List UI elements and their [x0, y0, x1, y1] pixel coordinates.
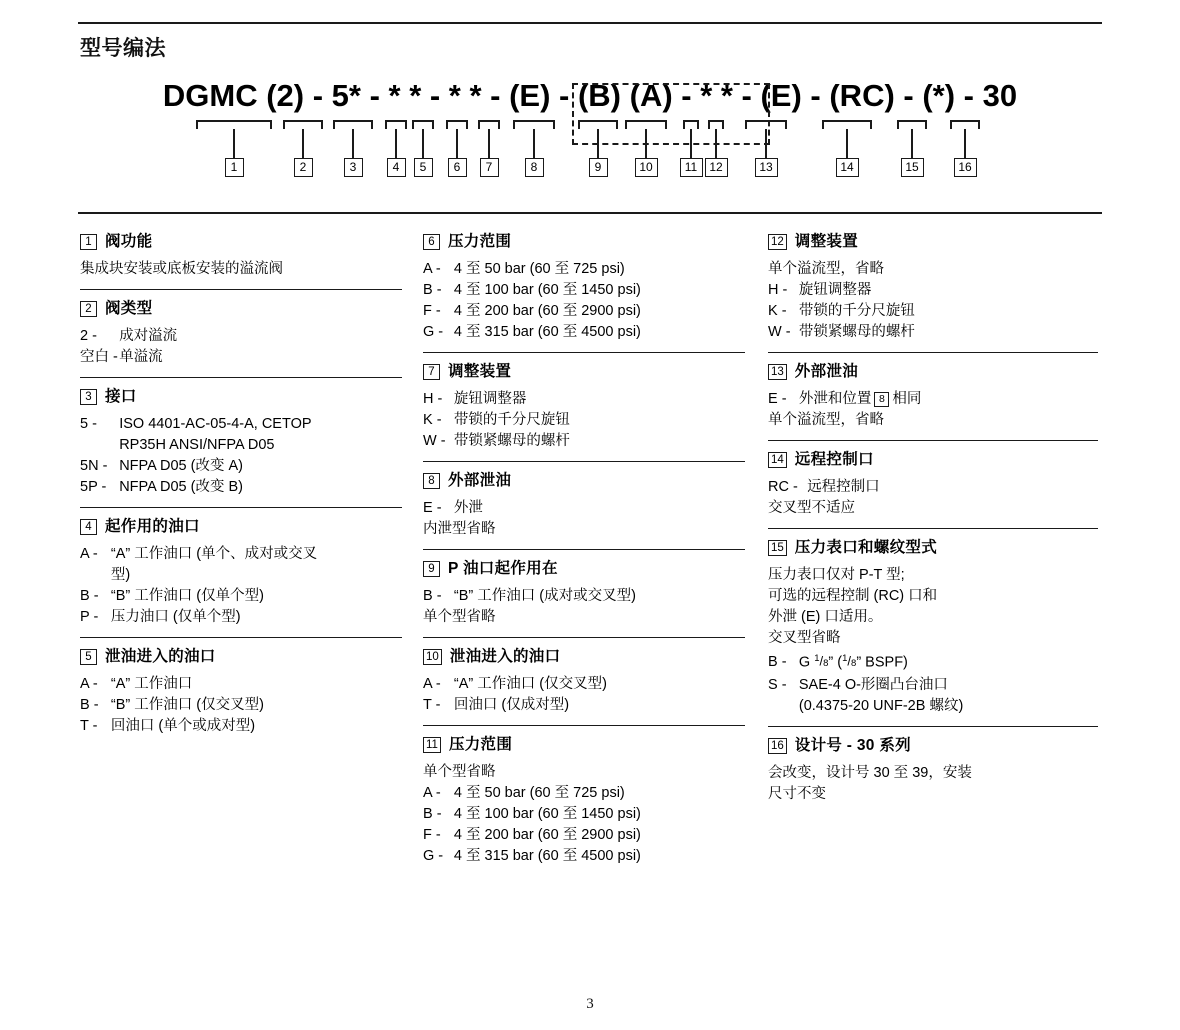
legend-option-value: 带锁紧螺母的螺杆 — [798, 324, 915, 340]
legend-continuation-line: RP35H ANSI/NFPA D05 — [119, 437, 275, 453]
legend-block-title-12: 调整装置 — [794, 233, 858, 250]
legend-block-title-8: 外部泄油 — [448, 472, 512, 489]
legend-option-key: B - — [423, 806, 442, 822]
legend-option-key: A - — [423, 785, 441, 801]
callout-number-5: 5 — [414, 158, 433, 177]
legend-block-body-15 — [768, 565, 1098, 717]
legend-option-key: E - — [423, 500, 442, 516]
legend-continuation-line: (0.4375-20 UNF-2B 螺纹) — [798, 698, 964, 715]
legend-block-body-14 — [768, 477, 1098, 519]
legend-option-key: B - — [80, 697, 99, 713]
legend-option-value: “B” 工作油口 (仅交叉型) — [110, 697, 264, 713]
legend-option-value: 旋钮调整器 — [798, 282, 872, 298]
legend-block-title-2: 阀类型 — [105, 300, 153, 317]
legend-block-13 — [768, 352, 1098, 431]
callout-bracket-9 — [578, 120, 618, 129]
legend-option-row — [80, 716, 402, 737]
legend-column-2 — [423, 232, 745, 867]
legend-block-number-1: 1 — [80, 234, 97, 250]
legend-block-4 — [80, 507, 402, 628]
legend-option-key: G - — [423, 324, 444, 340]
legend-option-value: 4 至 100 bar (60 至 1450 psi) — [453, 282, 641, 298]
legend-option-key: T - — [423, 697, 441, 713]
legend-option-value: 成对溢流 — [119, 328, 178, 344]
legend-option-key: B - — [768, 654, 787, 671]
legend-option-key: B - — [423, 588, 442, 604]
callout-bracket-4 — [385, 120, 407, 129]
callout-leader-10 — [645, 129, 647, 158]
legend-block-body-1 — [80, 259, 402, 280]
legend-option-row — [423, 322, 745, 343]
callout-leader-16 — [964, 129, 966, 158]
legend-block-header-7 — [423, 362, 745, 382]
legend-block-title-13: 外部泄油 — [794, 363, 858, 380]
legend-option-row — [80, 414, 402, 435]
legend-block-header-11 — [423, 735, 745, 755]
legend-block-header-6 — [423, 232, 745, 252]
callout-bracket-11 — [683, 120, 699, 129]
legend-option-value: 4 至 315 bar (60 至 4500 psi) — [453, 848, 641, 864]
legend-block-body-12 — [768, 259, 1098, 343]
legend-option-key: K - — [423, 412, 442, 428]
legend-option-key: B - — [80, 588, 99, 604]
legend-block-number-4: 4 — [80, 519, 97, 535]
page-top-rule — [78, 22, 1102, 24]
legend-option-key: A - — [80, 676, 98, 692]
legend-block-8 — [423, 461, 745, 540]
legend-option-row — [423, 783, 745, 804]
legend-block-6 — [423, 232, 745, 343]
legend-block-header-12 — [768, 232, 1098, 252]
legend-block-title-15: 压力表口和螺纹型式 — [794, 539, 937, 556]
legend-text-line: 外泄 (E) 口适用。 — [768, 609, 883, 625]
legend-text-line: 单个溢流型，省略 — [768, 412, 884, 428]
legend-block-2 — [80, 289, 402, 368]
legend-option-value: 压力油口 (仅单个型) — [110, 609, 241, 625]
legend-block-title-5: 泄油进入的油口 — [105, 648, 216, 665]
legend-option-row — [423, 280, 745, 301]
legend-option-key: G - — [423, 848, 444, 864]
section-divider-rule — [78, 212, 1102, 214]
legend-option-key: H - — [423, 391, 443, 407]
model-code-string: DGMC (2) - 5* - * * - * * - (E) - (B) (A) - * * - (E) - (RC) - (*) - 30 — [162, 78, 1018, 113]
legend-block-16 — [768, 726, 1098, 805]
legend-block-body-8 — [423, 498, 745, 540]
legend-block-body-4 — [80, 544, 402, 628]
callout-number-1: 1 — [225, 158, 244, 177]
legend-block-number-2: 2 — [80, 301, 97, 317]
callout-number-16: 16 — [954, 158, 977, 177]
legend-block-header-2 — [80, 299, 402, 319]
callout-number-9: 9 — [589, 158, 608, 177]
legend-option-row — [423, 846, 745, 867]
legend-option-row — [80, 586, 402, 607]
legend-block-title-7: 调整装置 — [448, 363, 512, 380]
legend-option-key: F - — [423, 827, 441, 843]
legend-option-row — [80, 456, 402, 477]
callout-bracket-13 — [745, 120, 787, 129]
model-code-dashed-group — [572, 83, 770, 145]
legend-option-key: B - — [423, 282, 442, 298]
legend-text-line: 压力表口仅对 P-T 型; — [768, 567, 905, 583]
callout-leader-2 — [302, 129, 304, 158]
legend-option-value: NFPA D05 (改变 A) — [119, 458, 243, 474]
legend-option-row — [423, 804, 745, 825]
legend-block-header-16 — [768, 736, 1098, 756]
legend-block-number-12: 12 — [768, 234, 787, 250]
legend-block-14 — [768, 440, 1098, 519]
legend-option-row — [423, 498, 745, 519]
legend-option-value: 远程控制口 — [807, 479, 880, 495]
legend-block-title-14: 远程控制口 — [794, 451, 874, 468]
legend-option-row — [423, 695, 745, 716]
legend-option-value: 外泄和位置 8 相同 — [798, 391, 922, 407]
callout-number-13: 13 — [755, 158, 778, 177]
callout-number-12: 12 — [705, 158, 728, 177]
callout-bracket-16 — [950, 120, 980, 129]
page-number: 3 — [586, 996, 594, 1012]
legend-block-body-3 — [80, 414, 402, 498]
legend-block-header-1 — [80, 232, 402, 252]
legend-option-value: “B” 工作油口 (仅单个型) — [110, 588, 264, 604]
legend-block-header-13 — [768, 362, 1098, 382]
callout-bracket-12 — [708, 120, 724, 129]
legend-block-number-13: 13 — [768, 364, 787, 380]
legend-option-key: 5 - — [80, 416, 97, 432]
legend-option-value: G $^1/_8$” ($^1/_8$” BSPF) — [798, 653, 908, 671]
callout-number-11: 11 — [680, 158, 703, 177]
legend-text-line: 单个型省略 — [423, 609, 496, 625]
legend-option-row — [768, 322, 1098, 343]
callout-bracket-8 — [513, 120, 555, 129]
callout-bracket-10 — [625, 120, 667, 129]
legend-block-12 — [768, 232, 1098, 343]
callout-number-8: 8 — [525, 158, 544, 177]
legend-block-5 — [80, 637, 402, 737]
callout-number-4: 4 — [387, 158, 406, 177]
legend-option-row — [80, 607, 402, 628]
legend-option-value: 旋钮调整器 — [453, 391, 527, 407]
legend-text-line: 交叉型不适应 — [768, 500, 855, 516]
legend-option-value: 带锁的千分尺旋钮 — [798, 303, 915, 319]
legend-column-3 — [768, 232, 1098, 805]
legend-option-row — [423, 825, 745, 846]
callout-number-15: 15 — [901, 158, 924, 177]
legend-block-title-1: 阀功能 — [105, 233, 153, 250]
legend-option-value: “B” 工作油口 (成对或交叉型) — [453, 588, 636, 604]
legend-block-title-9: P 油口起作用在 — [448, 560, 558, 577]
legend-block-title-3: 接口 — [105, 388, 137, 405]
legend-option-value: 4 至 315 bar (60 至 4500 psi) — [453, 324, 641, 340]
legend-column-1 — [80, 232, 402, 737]
legend-option-value: 回油口 (单个或成对型) — [110, 718, 256, 734]
legend-option-row — [423, 586, 745, 607]
legend-option-row — [423, 674, 745, 695]
callout-bracket-6 — [446, 120, 468, 129]
legend-block-number-5: 5 — [80, 649, 97, 665]
legend-option-key: E - — [768, 391, 787, 407]
legend-block-body-11 — [423, 762, 745, 867]
legend-option-row — [768, 477, 1098, 498]
legend-block-body-10 — [423, 674, 745, 716]
legend-option-row — [423, 259, 745, 280]
legend-block-body-9 — [423, 586, 745, 628]
legend-block-1 — [80, 232, 402, 280]
callout-bracket-15 — [897, 120, 927, 129]
legend-block-number-16: 16 — [768, 738, 787, 754]
legend-text-line: 内泄型省略 — [423, 521, 496, 537]
legend-block-body-2 — [80, 326, 402, 368]
legend-block-9 — [423, 549, 745, 628]
legend-option-key: W - — [423, 433, 446, 449]
legend-option-row — [80, 347, 402, 368]
callout-leader-9 — [597, 129, 599, 158]
legend-text-line: 单个型省略 — [423, 764, 496, 780]
legend-option-key: T - — [80, 718, 98, 734]
legend-option-row — [80, 544, 402, 565]
legend-block-number-10: 10 — [423, 649, 442, 665]
legend-block-number-11: 11 — [423, 737, 441, 753]
legend-block-number-9: 9 — [423, 561, 440, 577]
legend-option-value: 4 至 200 bar (60 至 2900 psi) — [453, 827, 641, 843]
legend-option-row — [768, 389, 1098, 410]
legend-block-number-6: 6 — [423, 234, 440, 250]
legend-option-value: “A” 工作油口 — [110, 676, 193, 692]
legend-option-row — [768, 280, 1098, 301]
callout-number-7: 7 — [480, 158, 499, 177]
legend-option-row — [423, 389, 745, 410]
legend-option-key: A - — [80, 546, 98, 562]
legend-block-header-3 — [80, 387, 402, 407]
legend-block-number-15: 15 — [768, 540, 787, 556]
legend-option-row — [80, 674, 402, 695]
legend-option-key: W - — [768, 324, 791, 340]
callout-number-6: 6 — [448, 158, 467, 177]
legend-option-key: RC - — [768, 479, 798, 495]
legend-option-value: ISO 4401-AC-05-4-A, CETOP — [119, 416, 312, 432]
legend-text-line: 会改变，设计号 30 至 39，安装 — [768, 765, 972, 782]
callout-leader-4 — [395, 129, 397, 158]
legend-option-key: K - — [768, 303, 787, 319]
legend-option-value: NFPA D05 (改变 B) — [119, 479, 243, 495]
legend-option-key: 2 - — [80, 328, 97, 344]
callout-leader-13 — [765, 129, 767, 158]
callout-leader-1 — [233, 129, 235, 158]
legend-option-value: 4 至 50 bar (60 至 725 psi) — [453, 785, 625, 801]
callout-bracket-7 — [478, 120, 500, 129]
legend-option-key: H - — [768, 282, 788, 298]
callout-leader-11 — [690, 129, 692, 158]
legend-option-row — [80, 695, 402, 716]
legend-block-header-10 — [423, 647, 745, 667]
legend-block-header-5 — [80, 647, 402, 667]
page-title: 型号编法 — [80, 37, 166, 60]
callout-leader-6 — [456, 129, 458, 158]
legend-option-value: 外泄 — [453, 500, 483, 516]
legend-option-row — [423, 410, 745, 431]
legend-option-row — [80, 326, 402, 347]
legend-block-title-6: 压力范围 — [448, 233, 512, 250]
callout-leader-3 — [352, 129, 354, 158]
legend-option-key: P - — [80, 609, 99, 625]
legend-block-number-7: 7 — [423, 364, 440, 380]
callout-bracket-1 — [196, 120, 272, 129]
legend-block-body-5 — [80, 674, 402, 737]
legend-text-line: 单个溢流型，省略 — [768, 261, 884, 277]
legend-block-header-8 — [423, 471, 745, 491]
legend-option-key: A - — [423, 676, 441, 692]
legend-inline-reference-box: 8 — [874, 392, 889, 407]
legend-option-value: “A” 工作油口 (仅交叉型) — [453, 676, 607, 692]
legend-block-7 — [423, 352, 745, 452]
callout-number-2: 2 — [294, 158, 313, 177]
callout-bracket-2 — [283, 120, 323, 129]
legend-text-line: 集成块安装或底板安装的溢流阀 — [80, 261, 283, 277]
legend-option-value: SAE-4 O-形圈凸台油口 — [798, 677, 948, 694]
legend-block-title-4: 起作用的油口 — [105, 518, 200, 535]
legend-option-row — [768, 649, 1098, 675]
callout-number-10: 10 — [635, 158, 658, 177]
legend-text-line: 可选的远程控制 (RC) 口和 — [768, 588, 938, 604]
callout-leader-5 — [422, 129, 424, 158]
legend-text-line: 尺寸不变 — [768, 786, 826, 803]
legend-option-value: 回油口 (仅成对型) — [453, 697, 570, 713]
legend-block-body-13 — [768, 389, 1098, 431]
legend-block-header-9 — [423, 559, 745, 579]
legend-block-number-14: 14 — [768, 452, 787, 468]
legend-block-title-10: 泄油进入的油口 — [449, 648, 561, 665]
legend-text-line: 交叉型省略 — [768, 630, 841, 646]
legend-block-body-7 — [423, 389, 745, 452]
callout-leader-15 — [911, 129, 913, 158]
callout-leader-12 — [715, 129, 717, 158]
legend-option-key: 5N - — [80, 458, 108, 474]
callout-number-3: 3 — [344, 158, 363, 177]
callout-leader-14 — [846, 129, 848, 158]
callout-bracket-5 — [412, 120, 434, 129]
legend-option-value: 带锁的千分尺旋钮 — [453, 412, 570, 428]
callout-bracket-3 — [333, 120, 373, 129]
legend-option-value: 单溢流 — [119, 349, 163, 365]
legend-block-number-3: 3 — [80, 389, 97, 405]
legend-block-3 — [80, 377, 402, 498]
legend-option-key: 5P - — [80, 479, 107, 495]
callout-number-14: 14 — [836, 158, 859, 177]
legend-option-row — [768, 675, 1098, 696]
legend-block-header-15 — [768, 538, 1098, 558]
callout-leader-7 — [488, 129, 490, 158]
legend-option-value: 带锁紧螺母的螺杆 — [453, 433, 570, 449]
legend-block-11 — [423, 725, 745, 867]
legend-block-body-6 — [423, 259, 745, 343]
legend-option-row — [423, 301, 745, 322]
legend-continuation-line: 型) — [110, 567, 131, 583]
legend-option-key: S - — [768, 677, 787, 694]
legend-option-value: 4 至 100 bar (60 至 1450 psi) — [453, 806, 641, 822]
legend-option-row — [768, 301, 1098, 322]
legend-block-title-11: 压力范围 — [448, 736, 513, 753]
legend-block-10 — [423, 637, 745, 716]
legend-option-row — [423, 431, 745, 452]
legend-option-value: 4 至 200 bar (60 至 2900 psi) — [453, 303, 641, 319]
legend-option-key: F - — [423, 303, 441, 319]
callout-leader-8 — [533, 129, 535, 158]
legend-option-key: 空白 - — [80, 349, 118, 365]
callout-bracket-14 — [822, 120, 872, 129]
legend-option-row — [80, 477, 402, 498]
legend-block-title-16: 设计号 - 30 系列 — [794, 737, 911, 755]
legend-option-value: 4 至 50 bar (60 至 725 psi) — [453, 261, 625, 277]
legend-block-header-14 — [768, 450, 1098, 470]
legend-option-key: A - — [423, 261, 441, 277]
legend-block-body-16 — [768, 763, 1098, 805]
legend-block-number-8: 8 — [423, 473, 440, 489]
legend-block-header-4 — [80, 517, 402, 537]
legend-option-value: “A” 工作油口 (单个、成对或交叉 — [110, 546, 318, 562]
legend-block-15 — [768, 528, 1098, 717]
